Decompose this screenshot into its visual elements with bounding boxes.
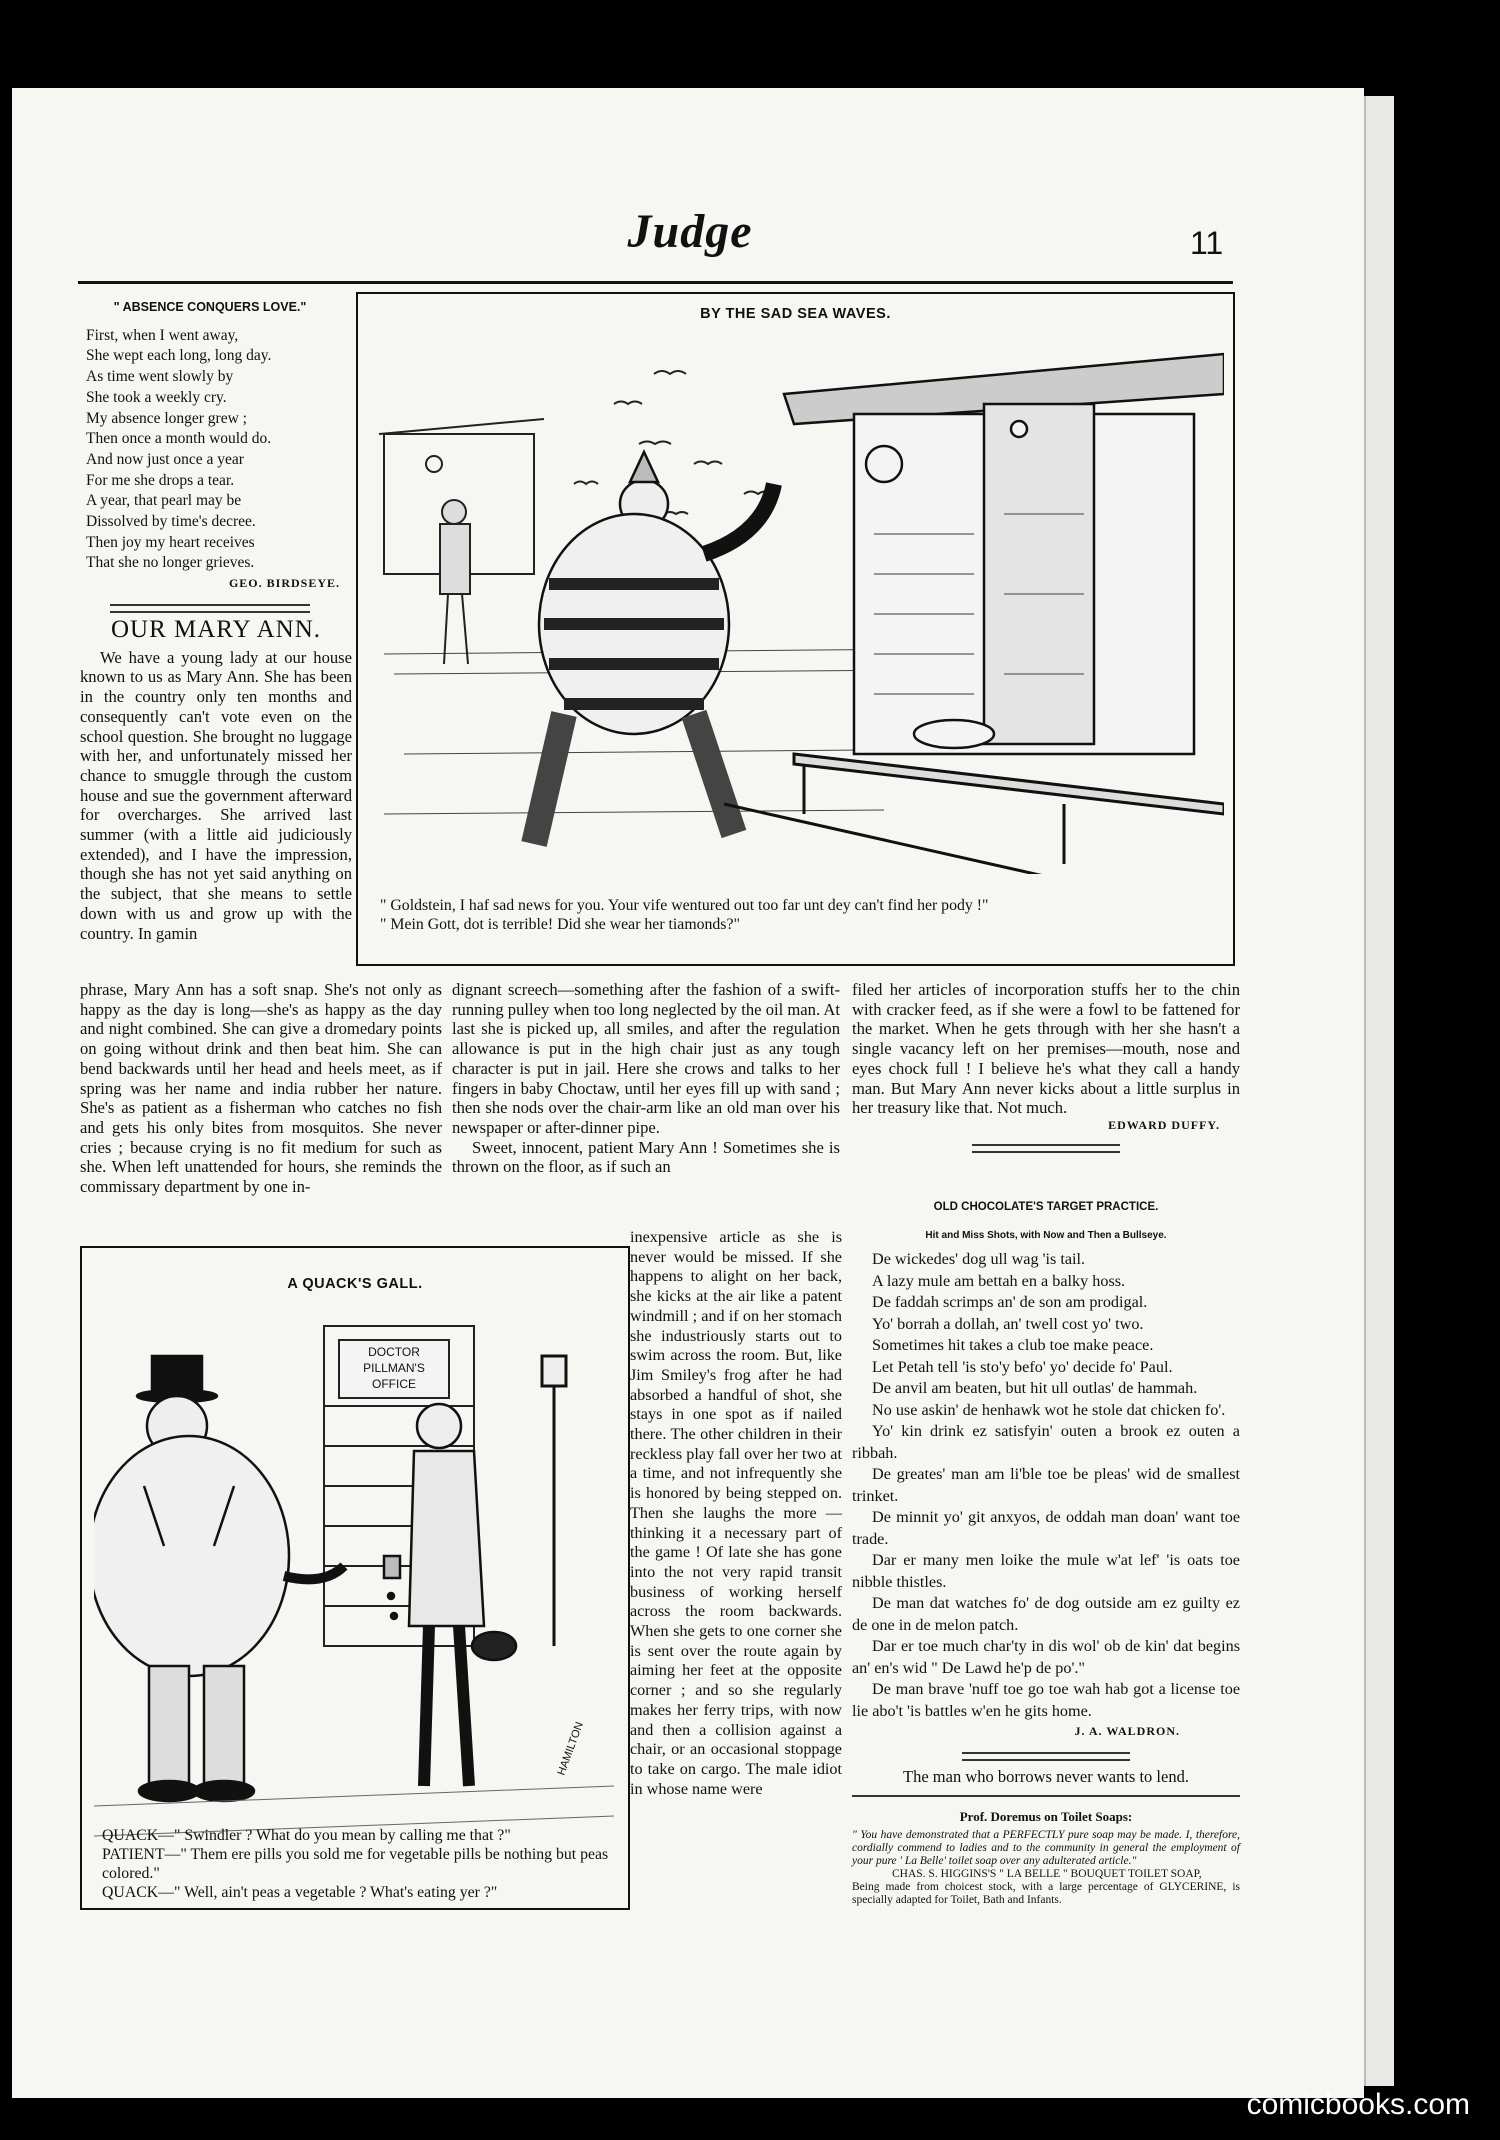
proverb-line: De anvil am beaten, but hit ull outlas' de hammah. bbox=[872, 1379, 1198, 1398]
article-column-2 bbox=[452, 980, 840, 1177]
proverb-line: De faddah scrimps an' de son am prodigal. bbox=[872, 1293, 1148, 1312]
chocolate-lines bbox=[852, 1249, 1240, 1722]
caption-line bbox=[102, 1845, 612, 1883]
poem-line: She took a weekly cry. bbox=[86, 388, 227, 406]
page-edge bbox=[1364, 96, 1394, 2086]
caption-line: " Mein Gott, dot is terrible! Did she wear her tiamonds?" bbox=[380, 916, 740, 933]
article-paragraph: We have a young lady at our house known to us as Mary Ann. She has been in the country only ten months and consequently can't vote even on the school question. She brought no luggage with her, and unfortunately missed her chance to smuggle through the custom house and sue the government afterward for overcharges. She arrived last summer (with a little aid judiciously extended), and I have the impression, though she has not yet said anything on the subject, that she means to settle down with us and grow up with the country. In gamin bbox=[80, 647, 352, 943]
proverb-line: De man dat watches fo' de dog outside am ez guilty ez de one in de melon patch. bbox=[852, 1594, 1240, 1634]
cartoon-illustration bbox=[94, 1316, 614, 1876]
cartoon-title: BY THE SAD SEA WAVES. bbox=[700, 306, 891, 322]
proverb-line: Dar er toe much char'ty in dis wol' ob de kin' dat begins an' en's wid " De Lawd he'p de po'." bbox=[852, 1637, 1240, 1677]
chocolate-author: J. A. WALDRON. bbox=[1074, 1724, 1180, 1739]
proverb-line: Yo' kin drink ez satisfyin' outen a brook ez outen a ribbah. bbox=[852, 1422, 1240, 1462]
proverb-line: Let Petah tell 'is sto'y befo' yo' decide fo' Paul. bbox=[872, 1357, 1173, 1376]
divider bbox=[110, 604, 310, 613]
caption-line: " Goldstein, I haf sad news for you. Your vife wentured out too far unt dey can't find her pody !" bbox=[380, 897, 989, 914]
gulls-icon bbox=[574, 371, 772, 514]
bathhouse-icon bbox=[784, 354, 1224, 754]
poem-line: My absence longer grew ; bbox=[86, 409, 247, 427]
header-rule bbox=[78, 281, 1233, 284]
lamp-post-icon bbox=[542, 1356, 566, 1646]
article-paragraph: inexpensive article as she is never would be missed. If she happens to alight on her back, she kicks at the air like a patent windmill ; and if on her stomach she industriously starts out to swim across the room. But, like Jim Smiley's frog after he had absorbed a handful of shot, she stays in one spot as if nailed there. The other children in their reckless play fall over her two at a time, and not infrequently she is honored by being stepped on. Then she laughs the more —thinking it a necessary part of the game ! Of late she has gone into the not very rapid transit business of working herself across the room backwards. When she gets to one corner she is sent over the route again by aiming her feet at the opposite corner ; and so she regularly makes her ferry trips, with now and then a collision against a chair, or an occasional stoppage to take on cargo. The male idiot in whose name were bbox=[630, 1228, 842, 1798]
sign-line: OFFICE bbox=[372, 1377, 416, 1391]
divider bbox=[962, 1752, 1130, 1761]
divider bbox=[972, 1144, 1120, 1153]
poem-line: A year, that pearl may be bbox=[86, 492, 242, 510]
cartoon-title: A QUACK'S GALL. bbox=[287, 1276, 423, 1292]
proverb-line: Yo' borrah a dollah, an' twell cost yo' two. bbox=[872, 1314, 1144, 1333]
page-number: 11 bbox=[1190, 225, 1224, 261]
poem-title: " ABSENCE CONQUERS LOVE." bbox=[113, 300, 307, 314]
caption-line bbox=[102, 1883, 612, 1902]
chocolate-title: OLD CHOCOLATE'S TARGET PRACTICE. bbox=[933, 1201, 1159, 1213]
proverb-line: De greates' man am li'ble toe be pleas' wid de smallest trinket. bbox=[852, 1465, 1240, 1505]
caption-line bbox=[102, 1826, 612, 1845]
article-title: OUR MARY ANN. bbox=[110, 616, 322, 643]
ad-quote: " You have demonstrated that a PERFECTLY pure soap may be made. I, therefore, cordially commend to ladies and to the community in general the employment of your pure ' La Belle' toilet soap over any adulterated article." bbox=[852, 1828, 1240, 1867]
proverb-line: De man brave 'nuff toe go toe wah hab got a license toe lie abo't 'is battles w'en he gits home. bbox=[852, 1680, 1240, 1720]
divider bbox=[852, 1795, 1240, 1797]
proverb-line: De minnit yo' git anxyos, de oddah man doan' want toe trade. bbox=[852, 1508, 1240, 1548]
cartoon-quacks-gall bbox=[80, 1246, 630, 1910]
poem-line: Then once a month would do. bbox=[86, 430, 272, 448]
caption-text: " Well, ain't peas a vegetable ? What's eating yer ?" bbox=[173, 1884, 498, 1901]
article-column-1-top bbox=[80, 616, 352, 943]
poem-block bbox=[80, 298, 340, 613]
ad-line: CHAS. S. HIGGINS'S " LA BELLE " BOUQUET TOILET SOAP, bbox=[892, 1867, 1202, 1880]
masthead-logo: Judge bbox=[627, 205, 753, 258]
article-paragraph: filed her articles of incorporation stuffs her to the chin with cracker feed, as if she were a fowl to be fattened for the market. When he gets through with her she hasn't a single vacancy left on her premises—mouth, nose and eyes chock full ! I believe he's what they call a handy man. But Mary Ann never kicks about a little surplus in her treasury like that. Not much. bbox=[852, 980, 1240, 1118]
bench-icon bbox=[724, 754, 1224, 874]
poem-line: Then joy my heart receives bbox=[86, 533, 255, 551]
ad-line: Being made from choicest stock, with a large percentage of GLYCERINE, is specially adapted for Toilet, Bath and Infants. bbox=[852, 1880, 1240, 1906]
article-column-1-bottom bbox=[80, 980, 442, 1197]
poem-line: First, when I went away, bbox=[86, 326, 239, 344]
cartoon-caption bbox=[102, 1826, 612, 1902]
proverb-line: Sometimes hit takes a club toe make peace. bbox=[872, 1336, 1154, 1355]
background-figure-icon bbox=[440, 500, 470, 664]
chocolate-block bbox=[852, 1198, 1240, 1907]
caption-speaker: QUACK— bbox=[102, 1884, 174, 1901]
watermark: comicbooks.com bbox=[1246, 2088, 1470, 2121]
article-column-3 bbox=[852, 980, 1240, 1153]
sign-line: DOCTOR bbox=[368, 1345, 420, 1359]
caption-speaker: PATIENT— bbox=[102, 1846, 181, 1863]
article-paragraph: Sweet, innocent, patient Mary Ann ! Sometimes she is thrown on the floor, as if such an bbox=[452, 1137, 840, 1177]
chocolate-subtitle: Hit and Miss Shots, with Now and Then a Bullseye. bbox=[925, 1229, 1167, 1241]
poem-line: Dissolved by time's decree. bbox=[86, 513, 256, 531]
caption-text: " Them ere pills you sold me for vegetable pills be nothing but peas colored." bbox=[102, 1846, 609, 1882]
cartoon-signature: HAMILTON bbox=[555, 1720, 586, 1778]
article-column-2-narrow bbox=[630, 1228, 842, 1799]
cartoon-sad-sea-waves bbox=[356, 292, 1235, 966]
article-paragraph: phrase, Mary Ann has a soft snap. She's not only as happy as the day is long—she's as happy as the day and night combined. She can give a dromedary points on going without drink and then beat him. She can bend backwards until her head and heels meet, as if spring was her name and india rubber her nature. She's as patient as a fisherman who catches no fish and gets his only bites from mosquitos. She never cries ; because crying is no fit medium for such as she. When left unattended for hours, she reminds the commissary department by one in- bbox=[80, 980, 442, 1197]
proverb-line: De wickedes' dog ull wag 'is tail. bbox=[872, 1250, 1086, 1269]
proverb-line: No use askin' de henhawk wot he stole dat chicken fo'. bbox=[872, 1400, 1226, 1419]
poem-line: For me she drops a tear. bbox=[86, 471, 235, 489]
poem-line: She wept each long, long day. bbox=[86, 347, 272, 365]
poem-line: As time went slowly by bbox=[86, 368, 234, 386]
poem-line: And now just once a year bbox=[86, 450, 244, 468]
caption-speaker: QUACK— bbox=[102, 1827, 174, 1844]
caption-text: " Swindler ? What do you mean by calling me that ?" bbox=[173, 1827, 511, 1844]
article-paragraph: dignant screech—something after the fashion of a swift-running pulley when too long neglected by the oil man. At last she is picked up, all smiles, and after the regulation allowance is put in the high chair just as any tough character is put in jail. Here she crows and talks to her fingers in baby Choctaw, until her eyes fill up with sand ; then she nods over the chair-arm like an old man over his newspaper or after-dinner pipe. bbox=[452, 980, 840, 1137]
patient-icon bbox=[384, 1404, 516, 1786]
cartoon-illustration bbox=[364, 334, 1224, 874]
ad-title: Prof. Doremus on Toilet Soaps: bbox=[959, 1808, 1133, 1824]
borrow-line: The man who borrows never wants to lend. bbox=[903, 1767, 1189, 1787]
proverb-line: Dar er many men loike the mule w'at lef' 'is oats toe nibble thistles. bbox=[852, 1551, 1240, 1591]
sign-line: PILLMAN'S bbox=[363, 1361, 425, 1375]
cartoon-caption bbox=[380, 896, 1210, 934]
article-author: EDWARD DUFFY. bbox=[1108, 1117, 1220, 1132]
quack-doctor-icon bbox=[94, 1356, 344, 1801]
poem-author: GEO. BIRDSEYE. bbox=[228, 576, 340, 591]
bathing-man-icon bbox=[534, 452, 774, 844]
proverb-line: A lazy mule am bettah en a balky hoss. bbox=[872, 1271, 1126, 1290]
poem-line: That she no longer grieves. bbox=[86, 554, 255, 572]
poem-body bbox=[80, 326, 340, 574]
